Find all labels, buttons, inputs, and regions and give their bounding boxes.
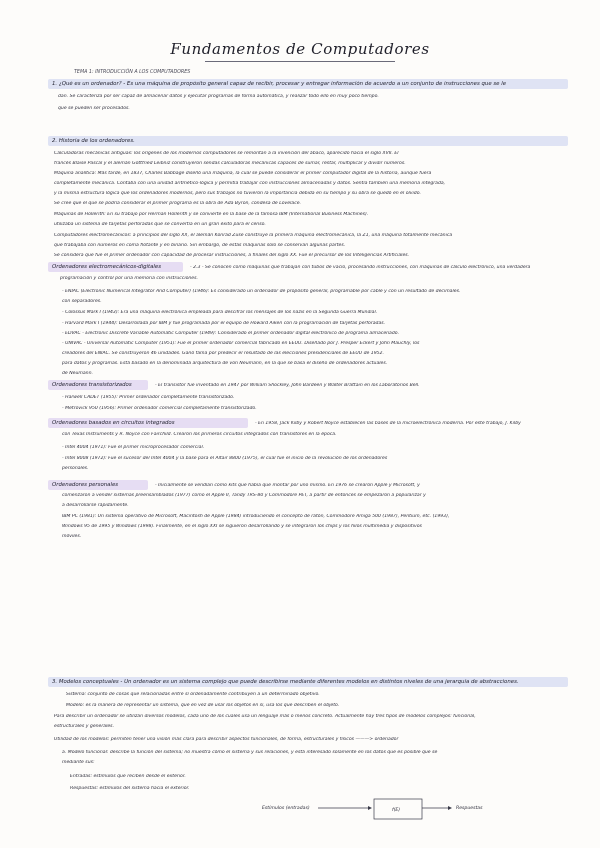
- section-line: con separadores.: [62, 299, 102, 304]
- section-line: - Colossus Mark I (1943): Era una máquina electrónica empleada para descifrar los mensajes de los nazis en la Segunda Guerra Mundial.: [62, 310, 378, 315]
- section-line: IBM PC (1981): Un sistema operativo de Microsoft, Macintosh de Apple (1984) introduciendo el concepto de ratón, Commodore Amiga 500 (1987), Pentium, etc. (1993),: [62, 514, 450, 519]
- section-line: - Intel 8008 (1972): Fue el sucesor del Intel 4004 y la base para el Altair 8800 (1975), el cual fue el inicio de la revolución de los ordenadores: [62, 456, 388, 461]
- section-3-line: Respuestas: estímulos del sistema hacia el exterior.: [70, 786, 190, 791]
- section-2-title: 2. Historia de los ordenadores.: [52, 138, 135, 144]
- section-line: de Neumann.: [62, 371, 93, 376]
- transistorizados-title: Ordenadores transistorizados: [52, 382, 132, 388]
- section-line: creadores del ENIAC. Se construyeron 46 unidades. Ganó fama por predecir el resultado de las elecciones presidenciales de EEUU de 1952.: [62, 351, 384, 356]
- section-3-line: mediante sus:: [62, 760, 95, 765]
- section-2-line: utilizaba un sistema de tarjetas perforadas que se convertía en un gran éxito para el censo.: [54, 222, 266, 227]
- section-line: - Inicialmente se vendían como kits que había que montar por uno mismo. En 1976 se crearon Apple y Microsoft, y: [155, 483, 420, 488]
- section-2-line: Calculadoras mecánicas antiguas: los orígenes de los modernos computadores se remontan a la invención del ábaco, aparecido hacia el siglo XVII. El: [54, 151, 399, 156]
- section-line: - UNIVAC - Universal Automatic Computer (1951): Fue el primer ordenador comercial fabricado en EEUU. Diseñado por J. Presper Eckert y John Mauchly, los: [62, 341, 420, 346]
- document-title: Fundamentos de Computadores: [170, 40, 430, 58]
- section-2-line: completamente mecánica. Contaba con una unidad aritmético-lógica y permitía trabajar con instrucciones almacenadas y datos. Sentía también una memoria integrada,: [54, 181, 446, 186]
- diagram-output-label: Respuestas: [456, 806, 483, 811]
- section-3-line: Sistema: conjunto de cosas que relacionadas entre sí ordenadamente contribuyen a un determinado objetivo.: [66, 692, 320, 697]
- output-arrowhead: [448, 806, 452, 810]
- section-3-line: estructurales y generales.: [54, 724, 115, 729]
- section-1-line: dan. Se caracteriza por ser capaz de almacenar datos y ejecutar programas de forma automática, y realizar todo ello en muy poco tiempo.: [58, 94, 379, 99]
- section-line: - Intel 4004 (1971): Fue el primer microprocesador comercial.: [62, 445, 205, 450]
- title-underline: [205, 61, 395, 62]
- section-1-title: 1. ¿Qué es un ordenador? - Es una máquina de propósito general capaz de recibir, procesar y entregar información de acuerdo a un conjunto de instrucciones que se le: [52, 81, 507, 87]
- functional-model-diagram: [260, 796, 520, 826]
- section-line: - En 1958, Jack Kilby y Robert Noyce establecen las bases de la microelectrónica moderna. Por este trabajo, J. Kilby: [255, 421, 521, 426]
- section-line: Windows 95 de 1995 y Windows (1998). Finalmente, en el siglo XXI se siguieron desarrollando y se integraron los chips y los hilos multimedia y dispositivos: [62, 524, 422, 529]
- diagram-function-label: f(E): [392, 808, 401, 813]
- section-2-line: y la misma estructura lógica que los ordenadores modernos, pero sus trabajos no tuvieron la importancia debida en su tiempo y su obra se quedó en el olvido.: [54, 191, 421, 196]
- tema-heading: TEMA 1: INTRODUCCIÓN A LOS COMPUTADORES: [74, 70, 191, 75]
- section-2-line: Computadores electromecánicos: a principios del siglo XX, el alemán Konrad Zuse construye la primera máquina electromecánica, la Z1, una máquina totalmente mecánica: [54, 233, 453, 238]
- section-3-title: 3. Modelos conceptuales - Un ordenador es un sistema complejo que puede describirse mediante diferentes modelos en distintos niveles de una jerarquía de abstracciones.: [52, 679, 519, 685]
- section-line: comenzaron a vender sistemas preensamblados (1977) como el Apple II, Tandy TRS-80 y Commodore PET, a partir de entonces se empezaron a popularizar y: [62, 493, 426, 498]
- section-2-line: Máquina analítica: Más tarde, en 1837, Charles Babbage diseñó una máquina, la cual se puede considerar el primer computador digital de la historia, aunque fuera: [54, 171, 432, 176]
- section-3-line: Entradas: estímulos que reciben desde el exterior.: [70, 774, 186, 779]
- electromecanicos-title: Ordenadores electromecánicos-digitales: [52, 264, 162, 270]
- section-line: - Harwell CADET (1955): Primer ordenador completamente transistorizado.: [62, 395, 235, 400]
- diagram-input-label: Estímulos (entradas): [262, 806, 310, 811]
- section-line: - Harvard Mark I (1944): Desarrollada por IBM y fue programada por el equipo de Howard Aiken con la programación de tarjetas perforadas.: [62, 321, 386, 326]
- section-2-line: Máquinas de Hollerith: En su trabajo por Herman Hollerith y se convierte en la base de la famosa IBM (International Business Machines).: [54, 212, 369, 217]
- section-line: - El transistor fue inventado en 1947 por William Shockley, John Bardeen y Walter Brattain en los Laboratorios Bell.: [155, 383, 420, 388]
- section-line: - ENIAC (Electronic Numerical Integrator And Computer) (1946): Es considerado un ordenador de propósito general, programable por cable y con un resultado de decimales.: [62, 289, 461, 294]
- section-line: - EDVAC - Electronic Discrete Variable Automatic Computer (1949): Considerado el primer ordenador digital electrónico de programa almacenado.: [62, 331, 400, 336]
- section-3-line: a. Modelo funcional: describe la función del sistema; no muestra cómo el sistema y sus relaciones, y está interesado solamente en los datos que es posible que se: [62, 750, 438, 755]
- section-2-line: Se cree que el que se podría considerar el primer programa es la obra de Ada Byron, condesa de Lovelace.: [54, 201, 302, 206]
- section-line: con Texas Instruments y R. Noyce con Fairchild. Crearon los primeros circuitos integrados con transistores en la época.: [62, 432, 337, 437]
- section-1-line: que se pueden ser procesados.: [58, 106, 130, 111]
- section-3-line: Modelo: es la manera de representar un sistema, que en vez de usar los objetos en sí, usa los que describen el objeto.: [66, 703, 340, 708]
- section-line: personales.: [62, 466, 89, 471]
- section-2-line: francés Blaise Pascal y el alemán Gottfried Leibniz construyeron sendas calculadoras mecánicas capaces de sumar, restar, multiplicar y dividir números.: [54, 161, 406, 166]
- section-line: programación y control por una memoria con instrucciones.: [60, 276, 198, 281]
- section-3-line: Utilidad de los modelos: permiten tener una visión más clara para describir aspectos funcionales, de forma, estructurales y físicos ———> ordenador: [54, 737, 399, 742]
- section-2-line: que trabajaba con números en coma flotante y en binario. Sin embargo, de estas máquinas solo se conservan algunas partes.: [54, 243, 346, 248]
- section-line: - 2.3 - Se conocen como máquinas que trabajan con tubos de vacío, procesando instrucciones, con máquinas de cálculo electrónico, una verdadera: [190, 265, 531, 270]
- circuitos-title: Ordenadores basados en circuitos integrados: [52, 420, 175, 426]
- input-arrowhead: [368, 806, 372, 810]
- section-2-line: Se considera que fue el primer ordenador con capacidad de procesar instrucciones, a finales del siglo XX. Fue el precursor de los Inteligencias Artificiales.: [54, 253, 410, 258]
- section-line: a desarrollarse rápidamente.: [62, 503, 129, 508]
- personales-title: Ordenadores personales: [52, 482, 119, 488]
- section-line: móviles.: [62, 534, 82, 539]
- diagram-svg: [260, 796, 520, 826]
- section-3-line: Para describir un ordenador se utilizan diversos modelos, cada uno de los cuales usa un lenguaje más o menos concreto. Actualmente hay tres tipos de modelos complejos: funcional,: [54, 714, 476, 719]
- section-line: para datos y programas. Está basado en la denominada arquitectura de von Neumann, en la que se basa el diseño de ordenadores actuales.: [62, 361, 388, 366]
- section-line: - Metrovick 950 (1956): Primer ordenador comercial completamente transistorizado.: [62, 406, 257, 411]
